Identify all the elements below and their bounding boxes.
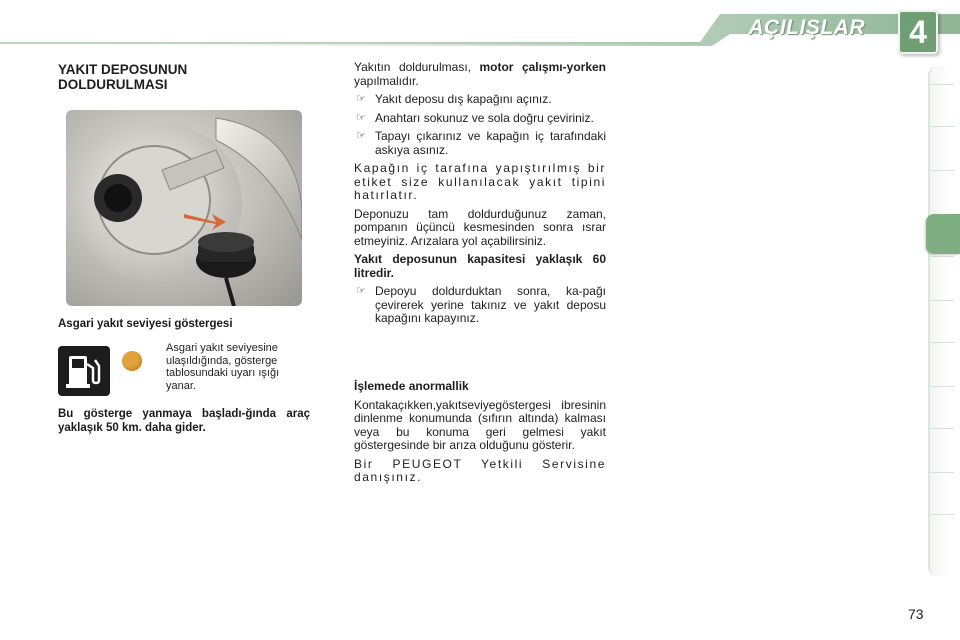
low-fuel-gauge-title: Asgari yakıt seviyesi göstergesi [58,318,233,330]
hand-pointer-icon: ☞ [356,130,366,142]
intro-bold: motor çalışmı-yorken [479,60,606,74]
section-title-line2: DOLDURULMASI [58,77,168,92]
chapter-badge [898,10,938,54]
refuel-instructions [354,61,606,331]
tab-divider [930,514,954,515]
bullet-item [354,112,606,126]
tab-divider [930,472,954,473]
bullet-text: Tapayı çıkarınız ve kapağın iç tarafındaki askıya asınız. [375,129,606,157]
page-header-title: AÇILIŞLAR [748,16,865,39]
section-title [58,62,308,92]
hand-pointer-icon: ☞ [356,111,366,124]
gauge-description: Asgari yakıt seviyesine ulaşıldığında, gösterge tablosundaki uyarı ışığı yanar. [166,342,280,392]
anomaly-title: İşlemede anormallik [354,379,469,393]
range-note: Bu gösterge yanmaya başladı-ğında araç yaklaşık 50 km. daha gider. [58,408,310,434]
tab-divider [930,126,954,127]
bullet-item [354,93,606,107]
hand-pointer-icon: ☞ [356,93,366,105]
bullet-text: Anahtarı sokunuz ve sola doğru çeviriniz. [375,110,594,125]
bullet-text: Depoyu doldurduktan sonra, ka-pağı çevirerek yerine takınız ve yakıt deposu kapağını kapayınız. [375,284,606,325]
intro-paragraph [354,61,606,88]
tab-divider [930,84,954,85]
service-text: Bir PEUGEOT Yetkili Servisine danışınız. [354,456,606,484]
fuel-pump-glyph [58,346,110,396]
tab-divider [930,170,954,171]
tab-divider [930,428,954,429]
fuel-pump-icon [58,346,110,396]
tab-divider [930,300,954,301]
page-number: 73 [908,606,924,622]
bullet-item [354,285,606,326]
active-chapter-tab [926,214,960,254]
section-title-line1: YAKIT DEPOSUNUN [58,62,188,77]
intro-text-end: yapılmalıdır. [354,73,419,88]
bullet-text: Yakıt deposu dış kapağını açınız. [375,92,552,106]
tab-divider [930,342,954,343]
label-paragraph: Kapağın iç tarafına yapıştırılmış bir etiket size kullanılacak yakıt tipini hatırlatır. [354,161,606,202]
tab-divider [930,256,954,257]
hand-pointer-icon: ☞ [356,285,366,297]
chapter-number: 4 [909,13,927,50]
chapter-tab-strip [928,66,952,576]
tab-divider [930,386,954,387]
warning-light-icon [122,351,142,371]
capacity-paragraph: Yakıt deposunun kapasitesi yaklaşık 60 litredir. [354,252,606,280]
bullet-item [354,130,606,157]
intro-text: Yakıtın doldurulması, [354,60,480,74]
anomaly-section [354,380,606,490]
anomaly-text: Kontakaçıkken,yakıtseviyegöstergesi ibresinin dinlenme konumunda (sıfırın altında) kalması veya bu konuma geri gelmesi yakıt göstergesinde bir arıza olduğunu gösterir. [354,397,606,452]
fuel-cap-photo [66,110,302,306]
full-tank-paragraph: Deponuzu tam doldurduğunuz zaman, pompanın üçüncü kesmesinden sonra ısrar etmeyiniz. Arızalara yol açabilirsiniz. [354,206,606,248]
fuel-cap-illustration [66,110,302,306]
